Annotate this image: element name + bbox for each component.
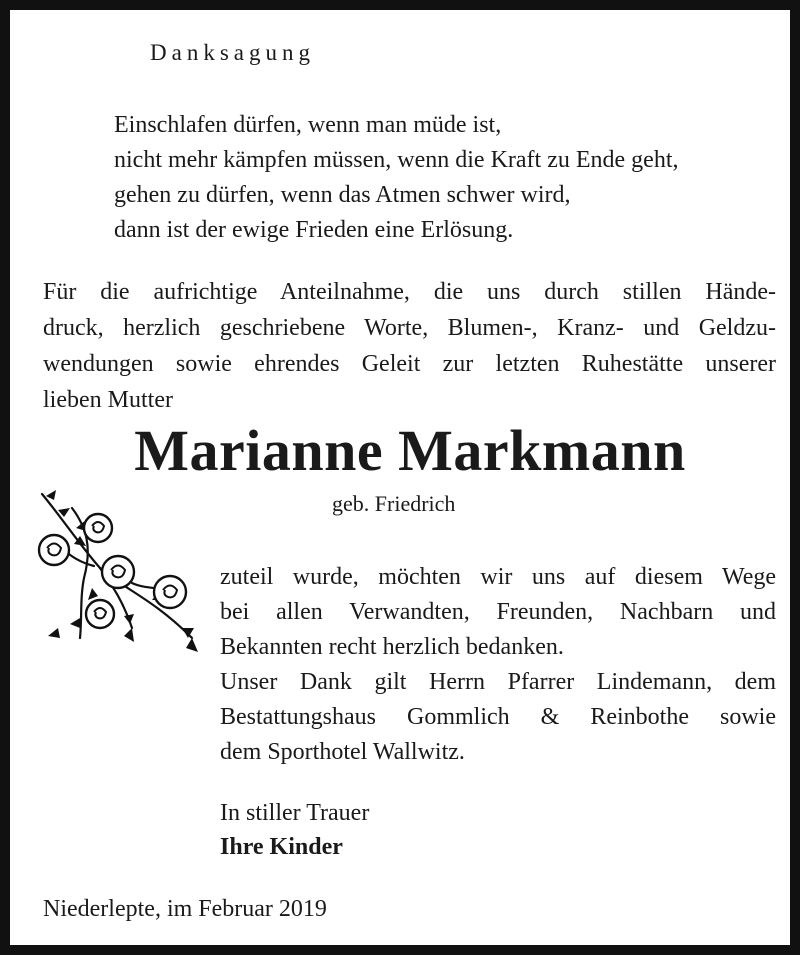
thanks-line: zuteil wurde, möchten wir uns auf diesem Wege [220, 564, 776, 590]
thanks-line: Unser Dank gilt Herrn Pfarrer Lindemann, dem [220, 669, 776, 695]
thanks-line: bei allen Verwandten, Freunden, Nachbarn und [220, 599, 776, 625]
poem-line: gehen zu dürfen, wenn das Atmen schwer wird, [114, 182, 571, 208]
thanks-line: dem Sporthotel Wallwitz. [220, 739, 465, 765]
intro-line: Für die aufrichtige Anteilnahme, die uns durch stillen Hände- [43, 279, 776, 305]
intro-line: lieben Mutter [43, 387, 173, 413]
poem-line: dann ist der ewige Frieden eine Erlösung. [114, 217, 514, 243]
signature-line: In stiller Trauer [220, 800, 370, 826]
thanks-line: Bekannten recht herzlich bedanken. [220, 634, 564, 660]
poem [114, 108, 679, 248]
roses-icon [32, 488, 210, 660]
place-date: Niederlepte, im Februar 2019 [43, 896, 327, 922]
birth-name: geb. Friedrich [332, 491, 456, 516]
poem-line: nicht mehr kämpfen müssen, wenn die Kraft zu Ende geht, [114, 147, 679, 173]
heading: Danksagung [150, 40, 315, 65]
intro-line: druck, herzlich geschriebene Worte, Blumen-, Kranz- und Geldzu- [43, 315, 776, 341]
thanks-paragraph [220, 560, 776, 770]
intro-line: wendungen sowie ehrendes Geleit zur letzten Ruhestätte unserer [43, 351, 776, 377]
poem-line: Einschlafen dürfen, wenn man müde ist, [114, 112, 502, 138]
signature [220, 796, 369, 864]
thanks-line: Bestattungshaus Gommlich & Reinbothe sowie [220, 704, 776, 730]
signature-names: Ihre Kinder [220, 834, 343, 860]
intro-paragraph [43, 274, 776, 418]
deceased-name: Marianne Markmann [134, 418, 686, 483]
